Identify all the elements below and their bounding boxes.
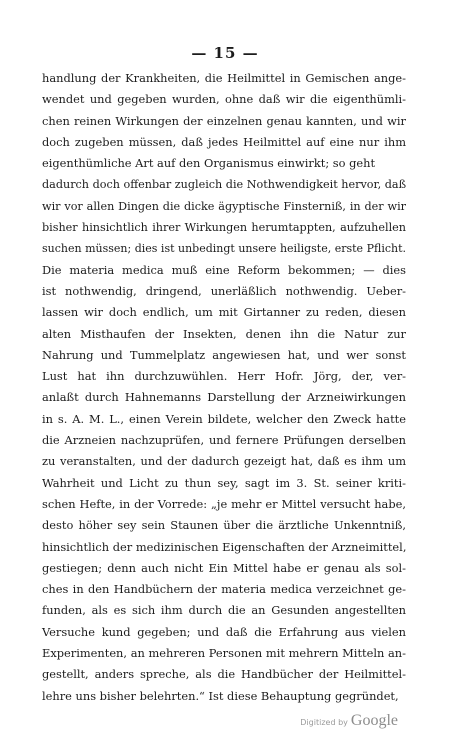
text-line: schen Hefte, in der Vorrede: „je mehr er Mittel versucht habe, <box>42 496 406 511</box>
text-line: hinsichtlich der medizinischen Eigenschaften der Arzneimittel, <box>42 539 407 554</box>
page-number: — 15 — <box>191 44 259 62</box>
text-line: ist nothwendig, dringend, unerläßlich nothwendig. Ueber- <box>42 283 406 298</box>
text-line: wir vor allen Dingen die dicke ägyptische Finsterniß, in der wir <box>42 199 406 213</box>
text-line: wendet und gegeben wurden, ohne daß wir die eigenthümli- <box>42 92 406 107</box>
text-line: suchen müssen; dies ist unbedingt unsere heiligste, erste Pflicht. <box>42 242 406 256</box>
text-line: lassen wir doch endlich, um mit Girtanner zu reden, diesen <box>42 305 406 320</box>
text-line: in s. A. M. L., einen Verein bildete, welcher den Zweck hatte <box>42 411 406 426</box>
text-line: doch zugeben müssen, daß jedes Heilmittel auf eine nur ihm <box>42 134 406 149</box>
text-line: desto höher sey sein Staunen über die ärztliche Unkenntniß, <box>42 518 406 533</box>
body-text <box>42 68 406 707</box>
text-line: anlaßt durch Hahnemanns Darstellung der Arzneiwirkungen <box>42 390 406 405</box>
text-line: Experimenten, an mehreren Personen mit mehrern Mitteln an- <box>42 646 406 661</box>
text-line: zu veranstalten, und der dadurch gezeigt hat, daß es ihm um <box>42 454 406 469</box>
text-line: ches in den Handbüchern der materia medica verzeichnet ge- <box>42 582 406 597</box>
text-line: funden, als es sich ihm durch die an Gesunden angestellten <box>42 603 406 618</box>
digitized-label: Digitized by <box>300 718 348 727</box>
text-line: dadurch doch offenbar zugleich die Nothwendigkeit hervor, daß <box>42 178 407 192</box>
google-logo: Google <box>350 712 398 729</box>
text-line: Versuche kund gegeben; und daß die Erfahrung aus vielen <box>42 624 406 639</box>
text-line: Wahrheit und Licht zu thun sey, sagt im 3. St. seiner kriti- <box>42 475 406 490</box>
text-line: eigenthümliche Art auf den Organismus einwirkt; so geht <box>42 156 376 171</box>
text-line: gestellt, anders spreche, als die Handbücher der Heilmittel- <box>42 667 406 682</box>
text-line: handlung der Krankheiten, die Heilmittel in Gemischen ange- <box>42 71 406 85</box>
text-line: alten Misthaufen der Insekten, denen ihn die Natur zur <box>42 326 406 341</box>
text-line: Nahrung und Tummelplatz angewiesen hat, und wer sonst <box>42 347 406 362</box>
text-line: Lust hat ihn durchzuwühlen. Herr Hofr. Jörg, der, ver- <box>42 369 406 384</box>
text-line: lehre uns bisher belehrten.“ Ist diese Behauptung gegründet, <box>42 688 399 703</box>
text-line: Die materia medica muß eine Reform bekommen; — dies <box>42 262 406 277</box>
text-line: die Arzneien nachzuprüfen, und fernere Prüfungen derselben <box>42 433 406 448</box>
digitized-watermark <box>300 712 398 730</box>
text-line: bisher hinsichtlich ihrer Wirkungen herumtappten, aufzuhellen <box>42 221 406 235</box>
text-line: gestiegen; denn auch nicht Ein Mittel habe er genau als sol- <box>42 560 406 575</box>
text-line: chen reinen Wirkungen der einzelnen genau kannten, und wir <box>42 113 406 128</box>
